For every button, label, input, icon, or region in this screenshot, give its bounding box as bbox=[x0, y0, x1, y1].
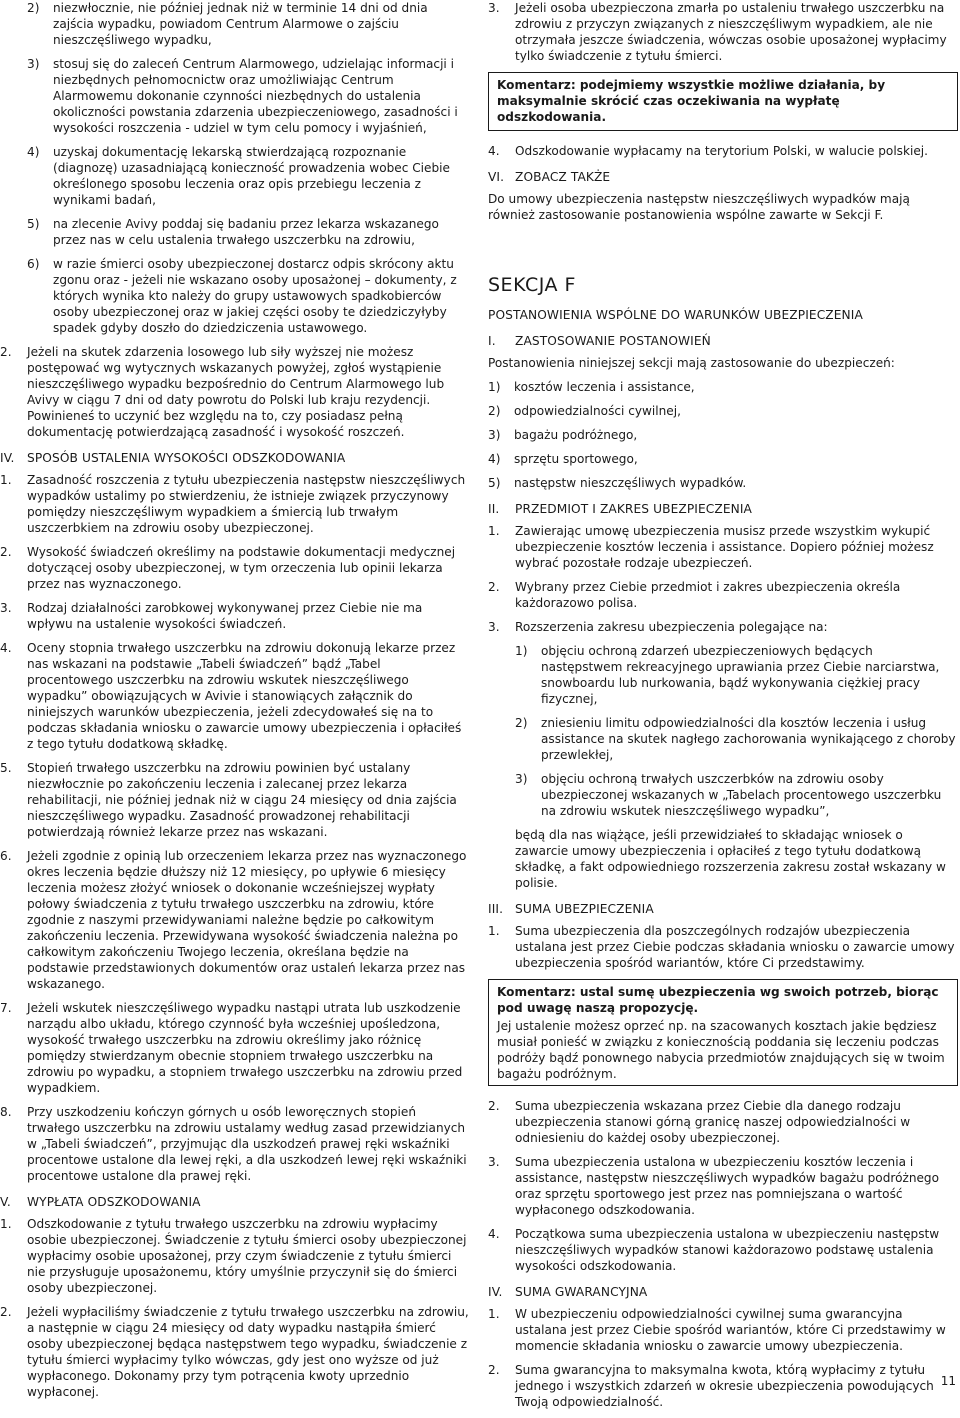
item-number: 2. bbox=[0, 545, 12, 559]
paragraph: Do umowy ubezpieczenia następstw nieszczęśliwych wypadków mają również zastosowanie postanowienia wspólne zawarte w Sekcji F. bbox=[488, 192, 910, 222]
item-text: Jeżeli osoba ubezpieczona zmarła po ustaleniu trwałego uszczerbku na zdrowiu z przyczyn związanych z nieszczęśliwym wypadkiem, ale nie otrzymała jeszcze świadczenia, wówczas osobie uposażonej wypłacimy tylko świadczenie z tytułu śmierci. bbox=[515, 1, 947, 63]
section-title-large: SEKCJA F bbox=[488, 274, 576, 296]
item-text: Początkowa suma ubezpieczenia ustalona w ubezpieczeniu następstw nieszczęśliwych wypadków stanowi każdorazowo podstawę ustalenia wysokości odszkodowania. bbox=[515, 1227, 940, 1273]
item-number: 3. bbox=[0, 601, 12, 615]
section-subtitle: POSTANOWIENIA WSPÓLNE DO WARUNKÓW UBEZPIECZENIA bbox=[488, 308, 863, 322]
list-item bbox=[0, 216, 470, 248]
item-text: zniesieniu limitu odpowiedzialności dla kosztów leczenia i usług assistance na skutek nagłego zachorowania wynikającego z choroby przewlekłej, bbox=[541, 716, 956, 762]
section-number: V. bbox=[0, 1195, 11, 1209]
list-item bbox=[0, 144, 470, 208]
item-text: odpowiedzialności cywilnej, bbox=[514, 404, 681, 418]
list-item bbox=[0, 256, 470, 336]
list-item bbox=[488, 643, 958, 707]
item-number: 7. bbox=[0, 1001, 12, 1015]
item-text: Stopień trwałego uszczerbku na zdrowiu powinien być ustalany niezwłocznie po zakończeniu leczenia i zalecanej przez lekarza rehabilitacji, nie później jednak niż w ciągu 24 miesięcy od dnia zajścia nieszczęśliwego wypadku. Zasadność prowadzonej rehabilitacji potwierdzają również lekarze przez nas wskazani. bbox=[27, 761, 457, 839]
list-item bbox=[488, 619, 958, 635]
item-number: 4. bbox=[488, 1227, 500, 1241]
comment-box bbox=[488, 979, 958, 1086]
item-number: 1) bbox=[488, 380, 501, 394]
item-number: 3) bbox=[515, 772, 528, 786]
list-item bbox=[488, 1098, 958, 1146]
item-text: Przy uszkodzeniu kończyn górnych u osób leworęcznych stopień trwałego uszczerbku na zdrowiu ustalamy według zasad przewidzianych w „Tabeli świadczeń”, przyjmując dla uszkodzeń prawej ręki wskaźniki procentowe ustalone dla lewej ręki, a dla uszkodzeń lewej ręki wskaźniki procentowe ustalone dla prawej ręki. bbox=[27, 1105, 467, 1183]
item-number: 5) bbox=[27, 217, 40, 231]
item-text: Jeżeli wypłaciliśmy świadczenie z tytułu trwałego uszczerbku na zdrowiu, a następnie w ciągu 24 miesięcy od daty wypadku nastąpiła śmierć osoby ubezpieczonej będąca następstwem tego wypadku, świadczenie z tytułu śmierci wypłacimy tylko wówczas, gdy jest ono wyższe od już wypłaconego. Dokonamy przy tym potrącenia kwoty uprzednio wypłaconej. bbox=[27, 1305, 469, 1399]
item-number: 1. bbox=[488, 1307, 500, 1321]
right-column bbox=[488, 0, 958, 1418]
section-heading bbox=[488, 169, 958, 185]
item-number: 4. bbox=[0, 641, 12, 655]
item-text: objęciu ochroną zdarzeń ubezpieczeniowych będących następstwem rekreacyjnego uprawiania przez Ciebie narciarstwa, snowboardu lub nurkowania, bądź wykonywania ciężkiej pracy fizycznej, bbox=[541, 644, 940, 706]
item-number: 4) bbox=[488, 452, 501, 466]
comment-title: Komentarz: podejmiemy wszystkie możliwe działania, by maksymalnie skrócić czas oczekiwania na wypłatę odszkodowania. bbox=[497, 78, 886, 124]
item-text: Zawierając umowę ubezpieczenia musisz przede wszystkim wykupić ubezpieczenie kosztów leczenia i assistance. Dopiero później możesz wybrać pozostałe rodzaje ubezpieczeń. bbox=[515, 524, 934, 570]
list-item bbox=[0, 600, 470, 632]
item-text: Oceny stopnia trwałego uszczerbku na zdrowiu dokonują lekarze przez nas wskazani na podstawie „Tabeli świadczeń” bądź „Tabel procentowego uszczerbku na zdrowiu wskutek nieszczęśliwego wypadku” obowiązujących w Avivie i stanowiących załącznik do niniejszych warunków ubezpieczenia, jeżeli zdecydowałeś się na to podczas składania wniosku o zawarcie umowy ubezpieczenia i opłaciłeś z tego tytułu dodatkową składkę. bbox=[27, 641, 462, 751]
comment-box bbox=[488, 72, 958, 131]
item-number: 2. bbox=[0, 1305, 12, 1319]
list-item bbox=[488, 1226, 958, 1274]
item-number: 1. bbox=[488, 524, 500, 538]
item-number: 1. bbox=[488, 924, 500, 938]
item-text: Odszkodowanie z tytułu trwałego uszczerbku na zdrowiu wypłacimy osobie ubezpieczonej. Świadczenie z tytułu śmierci osoby ubezpieczonej wypłacimy osobie uposażonej, przy czym świadczenie z tytułu śmierci nie przysługuje uposażonemu, który umyślnie przyczynił się do śmierci osoby ubezpieczonej. bbox=[27, 1217, 467, 1295]
item-text: Jeżeli wskutek nieszczęśliwego wypadku nastąpi utrata lub uszkodzenie narządu albo układu, którego czynność była wcześniej upośledzona, wysokość trwałego uszczerbku na zdrowiu określimy jako różnicę pomiędzy stwierdzanym obecnie stopniem trwałego uszczerbku na zdrowiu po wypadku, a stopniem trwałego uszczerbku na zdrowiu przed wypadkiem. bbox=[27, 1001, 463, 1095]
section-heading bbox=[488, 1284, 958, 1300]
comment-text: Jej ustalenie możesz oprzeć np. na szacowanych kosztach jakie będziesz musiał ponieść w związku z koniecznością poddania się leczeniu podczas podróży bądź ponownego nabycia przedmiotów znajdujących się w twoim bagażu podróżnym. bbox=[497, 1019, 945, 1081]
item-number: 6) bbox=[27, 257, 40, 271]
item-text: uzyskaj dokumentację lekarską stwierdzającą rozpoznanie (diagnozę) uzasadniającą konieczność prowadzenia wobec Ciebie określonego sposobu leczenia oraz opis przebiegu leczenia z wynikami badań, bbox=[53, 145, 450, 207]
comment-title: Komentarz: ustal sumę ubezpieczenia wg swoich potrzeb, biorąc pod uwagę naszą propozycję. bbox=[497, 985, 939, 1015]
item-number: 3) bbox=[27, 57, 40, 71]
item-text: Jeżeli na skutek zdarzenia losowego lub siły wyższej nie możesz postępować wg wytycznych wskazanych powyżej, zgłoś wystąpienie nieszczęśliwego wypadku bezpośrednio do Centrum Alarmowego lub Avivy w ciągu 7 dni od daty powrotu do Polski lub kraju rezydencji. Powinieneś to uczynić bez względu na to, czy posiadasz pełną dokumentację potwierdzającą zasadność i wysokość roszczeń. bbox=[27, 345, 445, 439]
item-text: Rozszerzenia zakresu ubezpieczenia polegające na: bbox=[515, 620, 828, 634]
item-number: 1. bbox=[0, 473, 12, 487]
item-text: Jeżeli zgodnie z opinią lub orzeczeniem lekarza przez nas wyznaczonego okres leczenia będzie dłuższy niż 12 miesięcy, po upływie 6 miesięcy leczenia możesz złożyć wniosek o dokonanie wcześniejszej wypłaty połowy świadczenia z tytułu trwałego uszczerbku na zdrowiu, które zgodnie z naszymi przewidywaniami należne będzie po całkowitym zakończeniu leczenia. Przewidywana wysokość świadczenia należna po całkowitym zakończeniu Twojego leczenia, określana będzie na podstawie przedstawionych dokumentów oraz ustaleń lekarza przez nas wskazanego. bbox=[27, 849, 467, 991]
section-heading bbox=[488, 901, 958, 917]
item-number: 2) bbox=[27, 1, 40, 15]
list-item bbox=[488, 475, 958, 491]
item-text: na zlecenie Avivy poddaj się badaniu przez lekarza wskazanego przez nas w celu ustalenia trwałego uszczerbku na zdrowiu, bbox=[53, 217, 439, 247]
section-title: ZOBACZ TAKŻE bbox=[515, 170, 611, 184]
list-item bbox=[488, 143, 958, 159]
section-heading bbox=[488, 501, 958, 517]
list-item bbox=[0, 640, 470, 752]
item-number: 3) bbox=[488, 428, 501, 442]
list-item bbox=[0, 1104, 470, 1184]
section-number: I. bbox=[488, 334, 496, 348]
list-item bbox=[0, 848, 470, 992]
section-number: IV. bbox=[0, 451, 15, 465]
item-number: 2. bbox=[0, 345, 12, 359]
list-item bbox=[0, 1000, 470, 1096]
section-number: IV. bbox=[488, 1285, 503, 1299]
section-title: SUMA UBEZPIECZENIA bbox=[515, 902, 654, 916]
item-number: 2. bbox=[488, 580, 500, 594]
section-title: WYPŁATA ODSZKODOWANIA bbox=[27, 1195, 201, 1209]
section-title: ZASTOSOWANIE POSTANOWIEŃ bbox=[515, 334, 711, 348]
item-text: Suma ubezpieczenia wskazana przez Ciebie dla danego rodzaju ubezpieczenia stanowi górną granicę naszej odpowiedzialności w odniesieniu do każdej osoby ubezpieczonej. bbox=[515, 1099, 911, 1145]
item-text: Zasadność roszczenia z tytułu ubezpieczenia następstw nieszczęśliwych wypadków ustalimy po stwierdzeniu, że istnieje związek przyczynowy pomiędzy nieszczęśliwym wypadkiem a śmiercią lub trwałym uszczerbkiem na zdrowiu osoby ubezpieczonej. bbox=[27, 473, 466, 535]
list-item bbox=[488, 923, 958, 971]
item-text: W ubezpieczeniu odpowiedzialności cywilnej suma gwarancyjna ustalana jest przez Ciebie spośród wariantów, które Ci przedstawimy w momencie składania wniosku o zawarcie umowy ubezpieczenia. bbox=[515, 1307, 946, 1353]
list-item bbox=[488, 715, 958, 763]
list-item bbox=[488, 1362, 958, 1410]
item-number: 1. bbox=[0, 1217, 12, 1231]
item-number: 3. bbox=[488, 620, 500, 634]
item-text: Suma gwarancyjna to maksymalna kwota, którą wypłacimy z tytułu jednego i wszystkich zdarzeń w okresie ubezpieczenia powodujących Twoją odpowiedzialność. bbox=[515, 1363, 934, 1409]
section-heading bbox=[0, 450, 470, 466]
list-item bbox=[488, 1154, 958, 1218]
item-number: 4. bbox=[488, 144, 500, 158]
item-text: Rodzaj działalności zarobkowej wykonywanej przez Ciebie nie ma wpływu na ustalenie wysokości świadczeń. bbox=[27, 601, 423, 631]
section-title: SPOSÓB USTALENIA WYSOKOŚCI ODSZKODOWANIA bbox=[27, 451, 346, 465]
list-item bbox=[488, 523, 958, 571]
item-text: Wysokość świadczeń określimy na podstawie dokumentacji medycznej dotyczącej osoby ubezpieczonej, w tym orzeczenia lub opinii lekarza przez nas wyznaczonego. bbox=[27, 545, 456, 591]
item-number: 5. bbox=[0, 761, 12, 775]
item-number: 2) bbox=[515, 716, 528, 730]
list-item bbox=[488, 579, 958, 611]
item-number: 2. bbox=[488, 1363, 500, 1377]
item-number: 5) bbox=[488, 476, 501, 490]
list-item bbox=[0, 1216, 470, 1296]
item-number: 3. bbox=[488, 1155, 500, 1169]
list-item bbox=[0, 1304, 470, 1400]
item-text: następstw nieszczęśliwych wypadków. bbox=[514, 476, 747, 490]
item-text: stosuj się do zaleceń Centrum Alarmowego, udzielając informacji i niezbędnych pełnomocnictw oraz umożliwiając Centrum Alarmowemu dokonanie czynności niezbędnych do ustalenia okoliczności powstania zdarzenia ubezpieczeniowego, zasadności i wysokości roszczenia - udziel w tym celu pomocy i wyjaśnień, bbox=[53, 57, 458, 135]
section-heading bbox=[0, 1194, 470, 1210]
section-title: PRZEDMIOT I ZAKRES UBEZPIECZENIA bbox=[515, 502, 752, 516]
item-text: Wybrany przez Ciebie przedmiot i zakres ubezpieczenia określa każdorazowo polisa. bbox=[515, 580, 901, 610]
list-item bbox=[488, 427, 958, 443]
item-text: Odszkodowanie wypłacamy na terytorium Polski, w walucie polskiej. bbox=[515, 144, 928, 158]
list-item bbox=[488, 403, 958, 419]
list-item bbox=[488, 451, 958, 467]
item-number: 2) bbox=[488, 404, 501, 418]
list-item bbox=[0, 760, 470, 840]
section-number: III. bbox=[488, 902, 504, 916]
list-item bbox=[0, 544, 470, 592]
paragraph: będą dla nas wiążące, jeśli przewidziałeś to składając wniosek o zawarcie umowy ubezpieczenia i opłaciłeś z tego tytułu dodatkową składkę, a fakt odpowiedniego rozszerzenia zakresu został wskazany w polisie. bbox=[515, 828, 946, 890]
list-item bbox=[0, 344, 470, 440]
section-title: SUMA GWARANCYJNA bbox=[515, 1285, 648, 1299]
item-text: Suma ubezpieczenia dla poszczególnych rodzajów ubezpieczenia ustalana jest przez Ciebie podczas składania wniosku o zawarcie umowy ubezpieczenia spośród wariantów, które Ci przedstawimy. bbox=[515, 924, 955, 970]
item-number: 1) bbox=[515, 644, 528, 658]
section-number: II. bbox=[488, 502, 500, 516]
list-item bbox=[0, 0, 470, 48]
list-item bbox=[0, 472, 470, 536]
list-item bbox=[488, 1306, 958, 1354]
item-number: 2. bbox=[488, 1099, 500, 1113]
item-text: niezwłocznie, nie później jednak niż w terminie 14 dni od dnia zajścia wypadku, powiadom Centrum Alarmowe o zajściu nieszczęśliwego wypadku, bbox=[53, 1, 428, 47]
list-item bbox=[488, 771, 958, 819]
item-number: 6. bbox=[0, 849, 12, 863]
section-number: VI. bbox=[488, 170, 505, 184]
left-column bbox=[0, 0, 470, 1408]
item-number: 4) bbox=[27, 145, 40, 159]
page-number: 11 bbox=[940, 1374, 956, 1388]
section-heading bbox=[488, 333, 958, 349]
list-item bbox=[488, 379, 958, 395]
item-text: w razie śmierci osoby ubezpieczonej dostarcz odpis skrócony aktu zgonu oraz - jeżeli nie wskazano osoby uposażonej – dokumenty, z których wynika kto należy do grupy ustawowych spadkobierców osoby ubezpieczonej oraz w jakiej części osoby te dziedziczyłyby spadek gdyby doszło do dziedziczenia ustawowego. bbox=[53, 257, 457, 335]
item-text: Suma ubezpieczenia ustalona w ubezpieczeniu kosztów leczenia i assistance, następstw nieszczęśliwych wypadków bagażu podróżnego oraz sprzętu sportowego jest przez nas pomniejszana o wartość wypłaconego odszkodowania. bbox=[515, 1155, 940, 1217]
list-item bbox=[488, 0, 958, 64]
item-number: 8. bbox=[0, 1105, 12, 1119]
item-number: 3. bbox=[488, 1, 500, 15]
item-text: objęciu ochroną trwałych uszczerbków na zdrowiu osoby ubezpieczonej wskazanych w „Tabelach procentowego uszczerbku na zdrowiu wskutek nieszczęśliwego wypadku”, bbox=[541, 772, 942, 818]
paragraph: Postanowienia niniejszej sekcji mają zastosowanie do ubezpieczeń: bbox=[488, 356, 895, 370]
item-text: kosztów leczenia i assistance, bbox=[514, 380, 695, 394]
list-item bbox=[0, 56, 470, 136]
item-text: sprzętu sportowego, bbox=[514, 452, 638, 466]
item-text: bagażu podróżnego, bbox=[514, 428, 638, 442]
